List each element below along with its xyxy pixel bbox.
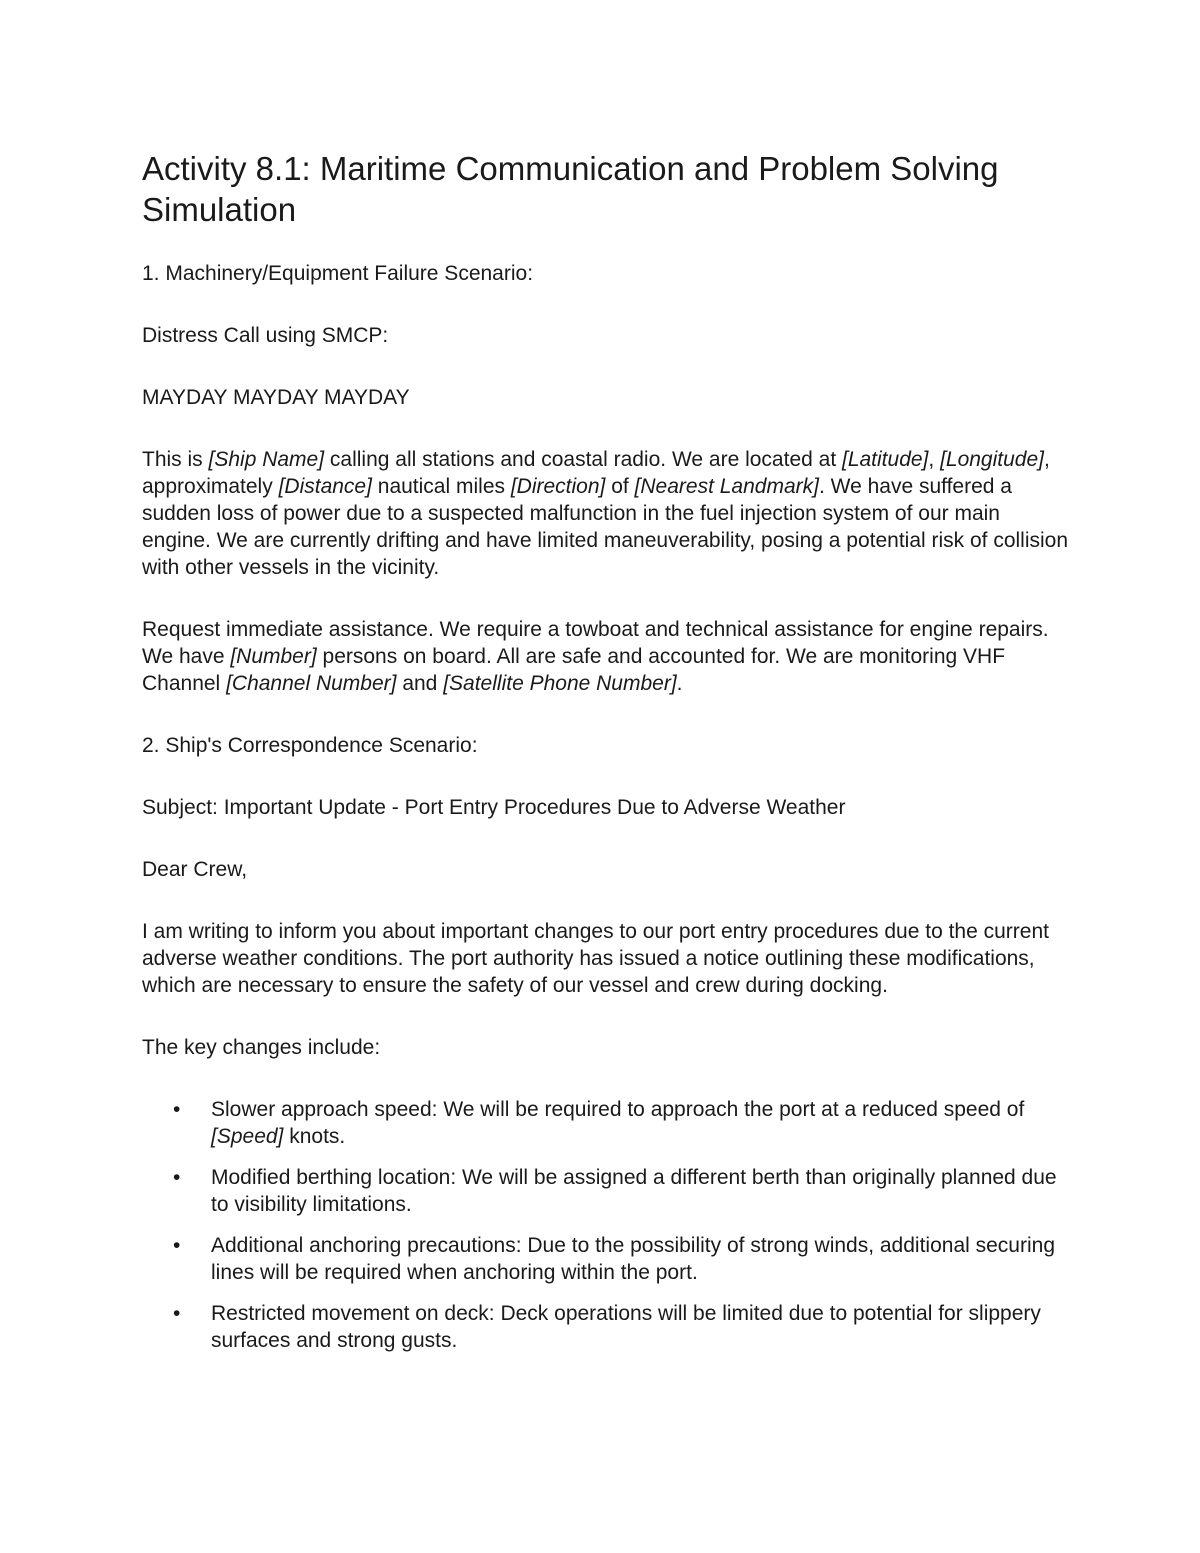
placeholder-latitude: [Latitude] — [841, 448, 929, 471]
bullet-icon: • — [173, 1098, 181, 1121]
letter-subject: Subject: Important Update - Port Entry Procedures Due to Adverse Weather — [142, 796, 846, 819]
text-run: calling all stations and coastal radio. We are located at — [324, 448, 842, 471]
bullet-icon: • — [173, 1302, 181, 1325]
placeholder-speed: [Speed] — [211, 1125, 284, 1148]
text-run: persons on board. All are safe and accounted for. We are monitoring VHF Channel — [142, 645, 1006, 695]
text-run: This is — [142, 448, 209, 471]
placeholder-satellite-phone: [Satellite Phone Number] — [443, 672, 677, 695]
document-title: Activity 8.1: Maritime Communication and Problem Solving Simulation — [142, 150, 999, 228]
text-run: Modified berthing location: We will be assigned a different berth than originally planned due to visibility limitations. — [211, 1166, 1057, 1216]
placeholder-direction: [Direction] — [510, 475, 606, 498]
section-2-heading: 2. Ship's Correspondence Scenario: — [142, 734, 478, 757]
text-run: , approximately — [142, 448, 1050, 498]
bullet-icon: • — [173, 1166, 181, 1189]
text-run: Additional anchoring precautions: Due to the possibility of strong winds, additional securing lines will be required when anchoring within the port. — [211, 1234, 1055, 1284]
document-page — [142, 148, 1072, 1368]
text-run: of — [605, 475, 635, 498]
text-run: nautical miles — [371, 475, 511, 498]
placeholder-number: [Number] — [230, 645, 317, 668]
distress-paragraph-2 — [142, 616, 1072, 697]
letter-body: I am writing to inform you about important changes to our port entry procedures due to the current adverse weather conditions. The port authority has issued a notice outlining these modifications, which are necessary to ensure the safety of our vessel and crew during docking. — [142, 920, 1049, 997]
placeholder-channel-number: [Channel Number] — [226, 672, 397, 695]
mayday-line: MAYDAY MAYDAY MAYDAY — [142, 386, 410, 409]
text-run: . We have suffered a sudden loss of power due to a suspected malfunction in the fuel injection system of our main engine. We are currently drifting and have limited maneuverability, posing a potential risk of collision with other vessels in the vicinity. — [142, 475, 1069, 579]
text-run: and — [396, 672, 444, 695]
list-item — [142, 1300, 1072, 1354]
text-run: , — [928, 448, 941, 471]
bullet-icon: • — [173, 1234, 181, 1257]
placeholder-nearest-landmark: [Nearest Landmark] — [634, 475, 819, 498]
text-run: Request immediate assistance. We require a towboat and technical assistance for engine repairs. We have — [142, 618, 1049, 668]
list-item — [142, 1232, 1072, 1286]
distress-paragraph-1 — [142, 446, 1072, 581]
key-changes-list — [142, 1096, 1072, 1354]
list-item — [142, 1164, 1072, 1218]
text-run: Restricted movement on deck: Deck operations will be limited due to potential for slippery surfaces and strong gusts. — [211, 1302, 1041, 1352]
placeholder-longitude: [Longitude] — [940, 448, 1044, 471]
placeholder-ship-name: [Ship Name] — [208, 448, 325, 471]
distress-call-label: Distress Call using SMCP: — [142, 324, 389, 347]
placeholder-distance: [Distance] — [278, 475, 372, 498]
key-changes-intro: The key changes include: — [142, 1036, 381, 1059]
text-run: Slower approach speed: We will be required to approach the port at a reduced speed of — [211, 1098, 1025, 1121]
list-item — [142, 1096, 1072, 1150]
letter-salutation: Dear Crew, — [142, 858, 248, 881]
text-run: . — [676, 672, 683, 695]
text-run: knots. — [283, 1125, 346, 1148]
section-1-heading: 1. Machinery/Equipment Failure Scenario: — [142, 262, 534, 285]
